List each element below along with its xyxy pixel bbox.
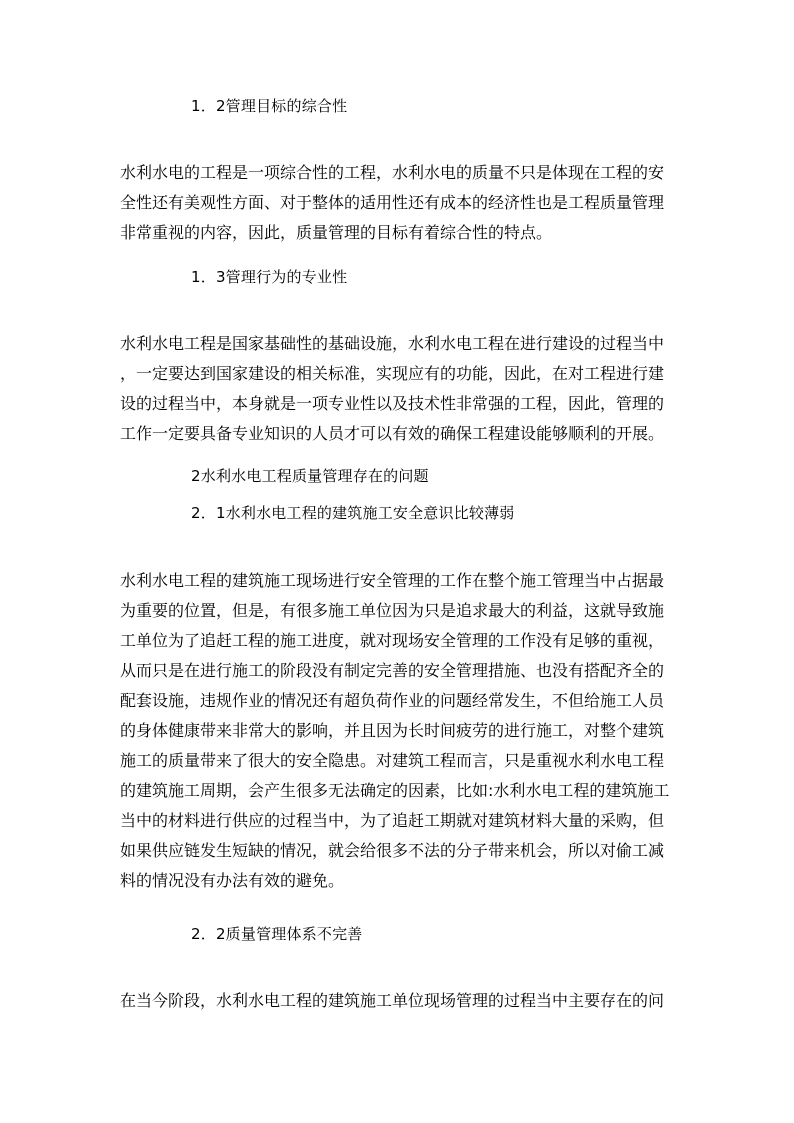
section-heading-1-2: 1．2管理目标的综合性 [191,97,348,115]
paragraph-line: 水利水电工程是国家基础性的基础设施，水利水电工程在进行建设的过程当中 [120,334,665,353]
section-heading-2: 2水利水电工程质量管理存在的问题 [191,467,429,485]
paragraph-line: 全性还有美观性方面、对于整体的适用性还有成本的经济性也是工程质量管理 [120,193,665,212]
paragraph-quality-system [120,986,676,1016]
paragraph-line: 工单位为了追赶工程的施工进度，就对现场安全管理的工作没有足够的重视， [120,631,665,650]
paragraph-line: 从而只是在进行施工的阶段没有制定完善的安全管理措施、也没有搭配齐全的 [120,661,665,680]
paragraph-line: 当中的材料进行供应的过程当中，为了追赶工期就对建筑材料大量的采购，但 [120,811,665,830]
paragraph-line: 设的过程当中，本身就是一项专业性以及技术性非常强的工程，因此，管理的 [120,394,665,413]
paragraph-line: 水利水电工程的建筑施工现场进行安全管理的工作在整个施工管理当中占据最 [120,571,665,590]
paragraph-line: 如果供应链发生短缺的情况，就会给很多不法的分子带来机会，所以对偷工减 [120,841,665,860]
section-heading-2-1: 2．1水利水电工程的建筑施工安全意识比较薄弱 [191,504,515,522]
paragraph-line: 的身体健康带来非常大的影响，并且因为长时间疲劳的进行施工，对整个建筑 [120,721,665,740]
paragraph-line: 工作一定要具备专业知识的人员才可以有效的确保工程建设能够顺利的开展。 [120,424,665,443]
paragraph-line: 为重要的位置，但是，有很多施工单位因为只是追求最大的利益，这就导致施 [120,601,665,620]
paragraph-line: 在当今阶段，水利水电工程的建筑施工单位现场管理的过程当中主要存在的问 [120,991,665,1010]
paragraph-professional-management [120,329,676,449]
paragraph-line: 的建筑施工周期，会产生很多无法确定的因素，比如:水利水电工程的建筑施工 [120,781,670,800]
paragraph-line: 非常重视的内容，因此，质量管理的目标有着综合性的特点。 [120,223,553,242]
section-heading-2-2: 2．2质量管理体系不完善 [191,925,363,943]
paragraph-line: 配套设施，违规作业的情况还有超负荷作业的问题经常发生，不但给施工人员 [120,691,665,710]
section-heading-1-3: 1．3管理行为的专业性 [191,268,348,286]
paragraph-line: 施工的质量带来了很大的安全隐患。对建筑工程而言，只是重视水利水电工程 [120,751,665,770]
paragraph-line: 水利水电的工程是一项综合性的工程，水利水电的质量不只是体现在工程的安 [120,163,665,182]
paragraph-safety-awareness [120,566,676,896]
paragraph-line: ，一定要达到国家建设的相关标准，实现应有的功能，因此，在对工程进行建 [120,364,665,383]
paragraph-line: 料的情况没有办法有效的避免。 [120,871,345,890]
paragraph-comprehensive-goals [120,158,676,248]
